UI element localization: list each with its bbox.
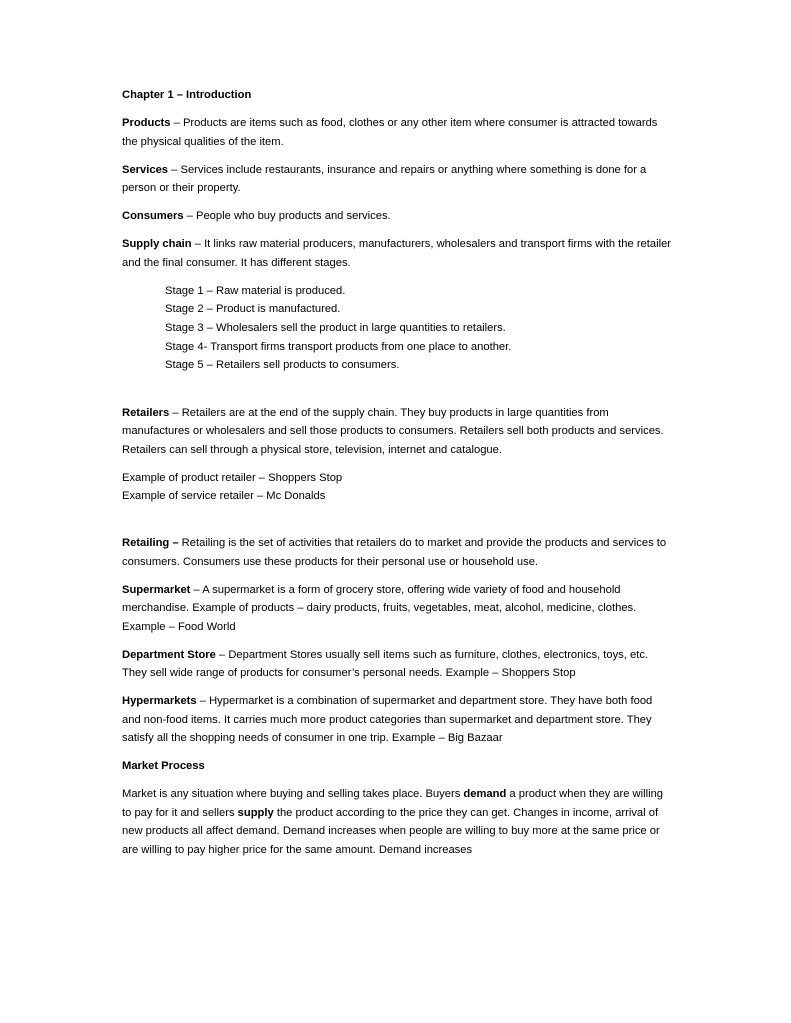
keyword-demand: demand	[463, 788, 507, 801]
definition-hypermarkets	[122, 692, 672, 748]
paragraph-text: a product when they are willing to pay for it and sellers	[122, 788, 664, 819]
definition-retailers	[122, 404, 672, 460]
supply-chain-stages	[122, 282, 672, 376]
definition-department-store	[122, 646, 672, 683]
paragraph-text: Market is any situation where buying and selling takes place. Buyers	[122, 788, 464, 801]
term-label: Services	[122, 163, 169, 176]
stage-item: Stage 2 – Product is manufactured.	[165, 303, 341, 316]
definition-text: Retailing is the set of activities that retailers do to market and provide the products and services to consumers. Consumers use these products for their personal use or household use.	[122, 537, 667, 568]
term-label: Supply chain	[122, 238, 192, 250]
example-line: Example of product retailer – Shoppers Stop	[122, 471, 343, 484]
definition-text: – It links raw material producers, manufacturers, wholesalers and transport firms with the retailer and the final consumer. It has different stages.	[122, 238, 672, 269]
definition-text: – Retailers are at the end of the supply chain. They buy products in large quantities from manufactures or wholesalers and sell those products to consumers. Retailers sell both products and services. Retailers can sell through a physical store, television, internet and catalogue.	[122, 406, 664, 456]
definition-services	[122, 161, 672, 198]
definition-supermarket	[122, 581, 672, 637]
market-process-heading: Market Process	[122, 760, 205, 773]
definition-text: – Department Stores usually sell items such as furniture, clothes, electronics, toys, etc. They sell wide range of products for consumer’s personal needs. Example – Shoppers Stop	[122, 648, 649, 680]
paragraph-text: the product according to the price they can get. Changes in income, arrival of new products all affect demand. Demand increases when people are willing to buy more at the same price or are willing to pay higher price for the same amount. Demand increases	[122, 806, 660, 856]
term-label: Retailers	[122, 406, 170, 419]
term-label: Consumers	[122, 210, 184, 222]
term-label: Products	[122, 117, 171, 129]
term-label: Hypermarkets	[122, 695, 197, 708]
definition-text: – Services include restaurants, insurance and repairs or anything where something is done for a person or their property.	[122, 163, 647, 194]
stage-item: Stage 4- Transport firms transport products from one place to another.	[165, 340, 512, 353]
keyword-supply: supply	[237, 806, 274, 819]
definition-text: – People who buy products and services.	[183, 210, 391, 222]
stage-item: Stage 1 – Raw material is produced.	[165, 284, 346, 297]
definition-text: – Hypermarket is a combination of supermarket and department store. They have both food and non-food items. It carries much more product categories than supermarket and department store. They satisfy all the shopping needs of consumer in one trip. Example – Big Bazaar	[122, 695, 653, 745]
definition-retailing	[122, 534, 672, 571]
term-label: Department Store	[122, 648, 216, 661]
definition-products	[122, 114, 672, 151]
chapter-title: Chapter 1 – Introduction	[122, 89, 252, 101]
example-line: Example of service retailer – Mc Donalds	[122, 490, 326, 503]
term-label: Retailing –	[122, 537, 179, 550]
definition-supply-chain	[122, 235, 672, 272]
market-process-paragraph	[122, 785, 672, 859]
stage-item: Stage 3 – Wholesalers sell the product in large quantities to retailers.	[165, 321, 506, 334]
definition-consumers	[122, 207, 672, 226]
term-label: Supermarket	[122, 583, 191, 596]
definition-text: – A supermarket is a form of grocery store, offering wide variety of food and household merchandise. Example of products – dairy products, fruits, vegetables, meat, alcohol, medicine, clothes. Example – Food World	[122, 583, 637, 633]
document-page	[122, 86, 672, 869]
definition-text: – Products are items such as food, clothes or any other item where consumer is attracted towards the physical qualities of the item.	[122, 117, 658, 148]
stage-item: Stage 5 – Retailers sell products to consumers.	[165, 359, 400, 372]
retailer-examples	[122, 469, 672, 506]
